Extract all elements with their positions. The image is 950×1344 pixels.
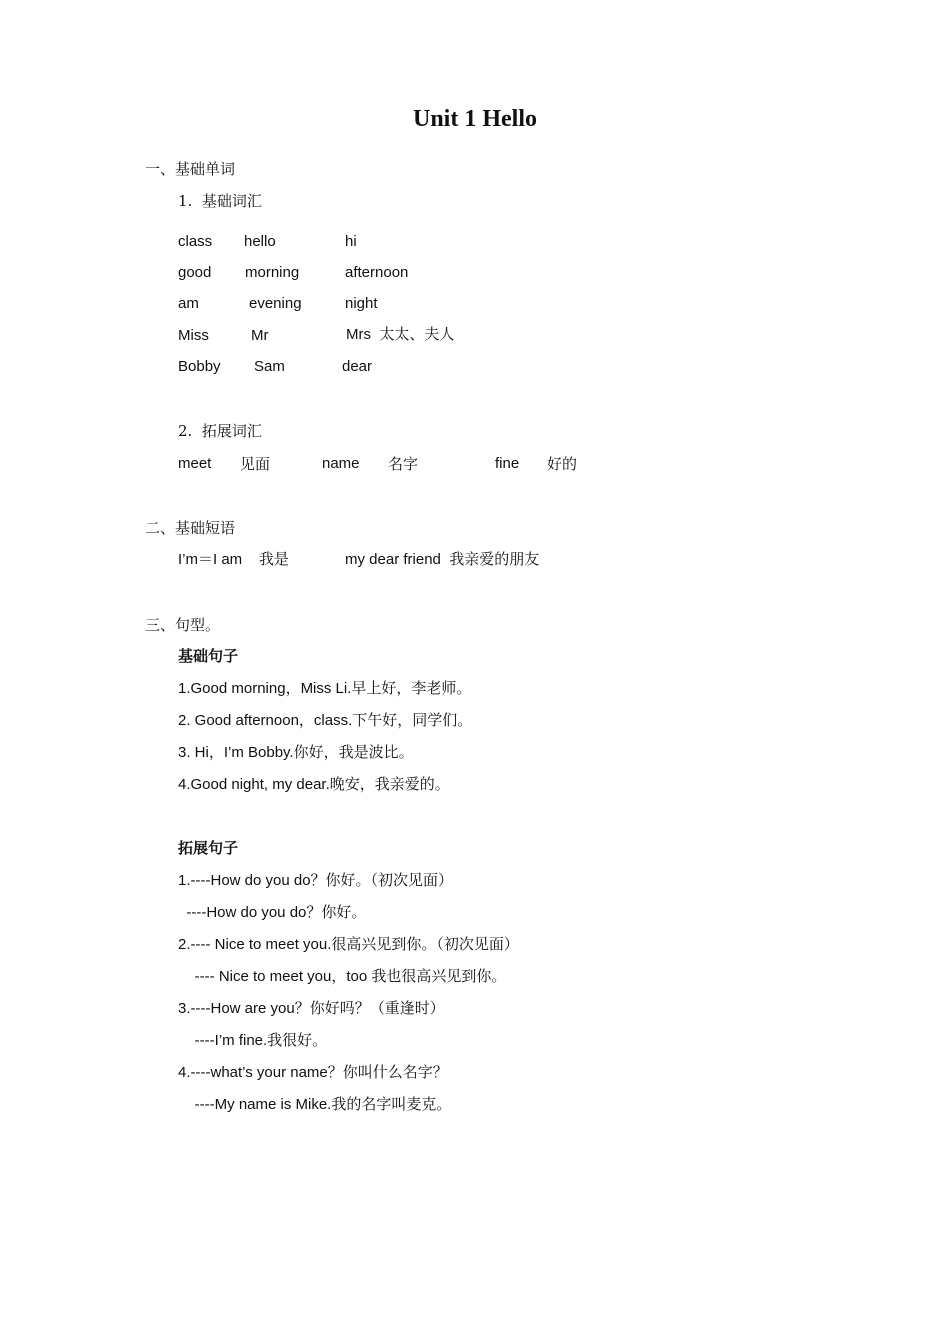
vocab-word: name xyxy=(322,455,360,472)
sentence-line: 4.Good night, my dear.晚安，我亲爱的。 xyxy=(178,776,450,793)
dialogue-line: ----I’m fine.我很好。 xyxy=(178,1032,328,1049)
subheading-basic-vocab: 1. 基础词汇 xyxy=(178,192,262,210)
subheading-extended-sentences: 拓展句子 xyxy=(178,840,239,857)
vocab-word: dear xyxy=(342,358,373,375)
section-heading-sentence-patterns: 三、句型。 xyxy=(145,616,221,634)
dialogue-line: 2.---- Nice to meet you.很高兴见到你。（初次见面） xyxy=(178,936,519,953)
vocab-word: class xyxy=(178,233,213,250)
vocab-word: Bobby xyxy=(178,358,221,375)
vocab-word: fine xyxy=(495,455,520,472)
sentence-line: 3. Hi，I’m Bobby.你好，我是波比。 xyxy=(178,744,414,761)
dialogue-line: ---- Nice to meet you，too 我也很高兴见到你。 xyxy=(178,968,507,985)
section-heading-basic-words: 一、基础单词 xyxy=(145,160,236,178)
document-title: Unit 1 Hello xyxy=(413,106,537,132)
subheading-basic-sentences: 基础句子 xyxy=(178,648,239,665)
dialogue-line: 1.----How do you do？你好。（初次见面） xyxy=(178,872,454,889)
vocab-word: am xyxy=(178,295,199,312)
vocab-meaning: 好的 xyxy=(547,455,578,473)
dialogue-line: ----My name is Mike.我的名字叫麦克。 xyxy=(178,1096,452,1113)
vocab-word: good xyxy=(178,264,212,281)
vocab-word: morning xyxy=(245,264,300,281)
phrase: my dear friend 我亲爱的朋友 xyxy=(345,551,540,568)
vocab-word: hi xyxy=(345,233,357,250)
section-heading-basic-phrases: 二、基础短语 xyxy=(145,519,236,537)
vocab-word: Sam xyxy=(254,358,285,375)
sentence-line: 2. Good afternoon，class.下午好，同学们。 xyxy=(178,712,473,729)
vocab-meaning: 名字 xyxy=(388,455,419,473)
vocab-word: Mr xyxy=(251,327,269,344)
dialogue-line: 4.----what’s your name？你叫什么名字？ xyxy=(178,1064,448,1081)
vocab-word: evening xyxy=(249,295,302,312)
vocab-word: meet xyxy=(178,455,212,472)
sentence-line: 1.Good morning，Miss Li.早上好，李老师。 xyxy=(178,680,472,697)
vocab-word: afternoon xyxy=(345,264,409,281)
subheading-extended-vocab: 2. 拓展词汇 xyxy=(178,422,262,440)
dialogue-line: ----How do you do？你好。 xyxy=(178,904,367,921)
vocab-word: Mrs 太太、夫人 xyxy=(346,326,455,343)
vocab-meaning: 见面 xyxy=(240,455,271,473)
vocab-word: Miss xyxy=(178,327,209,344)
phrase: I’m＝I am 我是 xyxy=(178,551,289,568)
vocab-word: hello xyxy=(244,233,276,250)
dialogue-line: 3.----How are you？你好吗？（重逢时） xyxy=(178,1000,445,1017)
vocab-word: night xyxy=(345,295,378,312)
